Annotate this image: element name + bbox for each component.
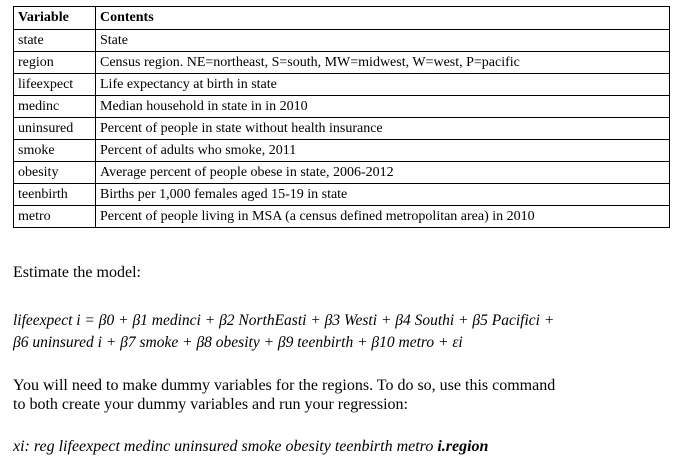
variable-cell: uninsured bbox=[14, 118, 96, 140]
command-region-term: i.region bbox=[437, 438, 489, 455]
variable-cell: medinc bbox=[14, 96, 96, 118]
table-row bbox=[14, 118, 670, 140]
contents-cell: Average percent of people obese in state, 2006-2012 bbox=[96, 162, 670, 184]
variable-cell: state bbox=[14, 30, 96, 52]
equation-line-2: β6 uninsured i + β7 smoke + β8 obesity + β9 teenbirth + β10 metro + εi bbox=[13, 334, 463, 351]
instructions-line-1: You will need to make dummy variables for the regions. To do so, use this command bbox=[13, 377, 556, 394]
contents-cell: Median household in state in in 2010 bbox=[96, 96, 670, 118]
table-row bbox=[14, 30, 670, 52]
table-row bbox=[14, 74, 670, 96]
table-row bbox=[14, 162, 670, 184]
contents-cell: Census region. NE=northeast, S=south, MW=midwest, W=west, P=pacific bbox=[96, 52, 670, 74]
contents-cell: Percent of people in state without health insurance bbox=[96, 118, 670, 140]
header-contents: Contents bbox=[96, 7, 670, 30]
instructions-line-2: to both create your dummy variables and run your regression: bbox=[13, 396, 408, 413]
variable-cell: smoke bbox=[14, 140, 96, 162]
table-row bbox=[14, 184, 670, 206]
contents-cell: Life expectancy at birth in state bbox=[96, 74, 670, 96]
estimate-heading: Estimate the model: bbox=[13, 264, 141, 281]
table-row bbox=[14, 140, 670, 162]
stata-command bbox=[13, 437, 488, 457]
table-row bbox=[14, 52, 670, 74]
contents-cell: Percent of adults who smoke, 2011 bbox=[96, 140, 670, 162]
header-variable: Variable bbox=[14, 7, 96, 30]
contents-cell: Percent of people living in MSA (a census defined metropolitan area) in 2010 bbox=[96, 206, 670, 228]
equation-line-1: lifeexpect i = β0 + β1 medinci + β2 NorthEasti + β3 Westi + β4 Southi + β5 Pacifici + bbox=[13, 312, 555, 329]
table-row bbox=[14, 206, 670, 228]
variable-table bbox=[13, 6, 670, 228]
variable-cell: teenbirth bbox=[14, 184, 96, 206]
contents-cell: State bbox=[96, 30, 670, 52]
variable-cell: region bbox=[14, 52, 96, 74]
contents-cell: Births per 1,000 females aged 15-19 in state bbox=[96, 184, 670, 206]
command-text: xi: reg lifeexpect medinc uninsured smoke obesity teenbirth metro bbox=[13, 438, 434, 455]
variable-cell: obesity bbox=[14, 162, 96, 184]
variable-cell: lifeexpect bbox=[14, 74, 96, 96]
table-header-row bbox=[14, 7, 670, 30]
variable-cell: metro bbox=[14, 206, 96, 228]
table-row bbox=[14, 96, 670, 118]
